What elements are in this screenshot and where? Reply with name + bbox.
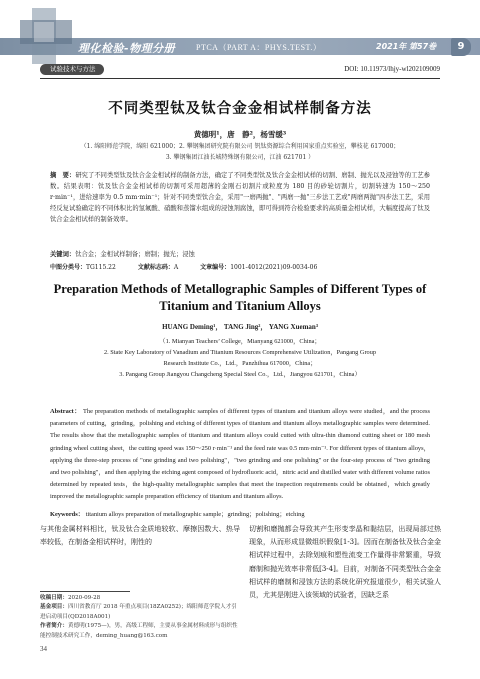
en-affiliation-line: Research Institute Co.，Ltd.，Panzhihua 617000，China； xyxy=(163,360,317,367)
received-label: 收稿日期： xyxy=(40,595,68,601)
body-text-right: 切割和磨抛都会导致其产生形变孪晶和黏结层，出现局部过热现象，从而形成显微组织假象[1-3]。因而在制备钛及钛合金金相试样过程中，去除划痕和塑性流变工作量得非常繁重，导致磨制和抛光效率非常低[3-4]。目前，对制备不同类型钛合金金相试样的磨制和浸蚀方法的系统化研究报道很少，相关试验人员，尤其是刚进入该领域的试验者，因缺乏系 xyxy=(249,525,441,600)
issue-number-badge: 9 xyxy=(451,38,471,56)
footnote-received xyxy=(40,594,240,603)
author-value: 黄德明(1975—)，男，高级工程师，主要从事金属材料成形与组织性能控制技术研究工作，deming_huang@163.com xyxy=(40,623,238,639)
footnote-divider xyxy=(40,591,130,592)
en-affiliation-line: 2. State Key Laboratory of Vanadium and Titanium Resources Comprehensive Utilization，Pangang Group xyxy=(103,349,376,356)
cn-abstract-label: 摘 要： xyxy=(50,172,76,179)
en-affiliation-line: （1. Mianyan Teachers’ College，Mianyang 621000，China； xyxy=(159,338,321,345)
journal-name: PTCA（PART A：PHYS.TEST.） xyxy=(196,43,322,52)
cn-keywords xyxy=(50,249,430,258)
en-keywords-text: titanium alloys preparation of metallographic sample；grinding；polishing；etching xyxy=(85,511,305,518)
header-divider xyxy=(40,78,440,79)
cn-authors: 黄德明¹，唐 静²，杨雪缓³ xyxy=(193,130,287,139)
cn-title: 不同类型钛及钛合金金相试样制备方法 xyxy=(108,101,372,117)
en-abstract-label: Abstract： xyxy=(50,408,82,415)
en-abstract-text: The preparation methods of metallographic samples of different types of titanium and titanium alloys were studied，and the process parameters of cutting，grinding，polishing and etching of different types of titanium and titanium alloys metallographic samples were determined. The results show that the metallographic samples of titanium and titanium alloys could cutted with ultra-thin diamond cutting sheet or 180 mesh grinding wheel cutting sheet，the cutting speed was 150～250 r·min⁻¹ and the feed rate was 0.5 mm·min⁻¹. For different types of titanium alloys，applying the three-step process of "one grinding and two polishing"，"two grinding and one polishing" or the four-step process of "two grinding and two polishing"，and then applying the etching agent composed of hydrofluoric acid，nitric acid and distilled water with different volume ratios determined by repeated tests，the high-quality metallographic samples that meet the inspection requirements could be obtained，which greatly improved the metallographic sample preparation efficiency of titanium and titanium alloys. xyxy=(50,408,431,501)
received-value: 2020-09-28 xyxy=(67,595,101,601)
column-tag: 试验技术与方法 xyxy=(40,64,104,75)
footnotes xyxy=(40,594,240,641)
footnote-author xyxy=(40,622,240,641)
doc-code-value: A xyxy=(173,264,179,271)
journal-logo-title: 理化检验-物理分册 xyxy=(78,42,176,55)
fund-label: 基金项目： xyxy=(40,604,68,611)
cn-affiliation-line: （1. 绵阳师范学院，绵阳 621000；2. 攀钢集团研究院有限公司 钒钛资源综合利用国家重点实验室，攀枝花 617000； xyxy=(80,143,400,150)
author-label: 作者简介： xyxy=(40,623,68,630)
article-id-value: 1001-4012(2021)09-0034-06 xyxy=(230,264,318,271)
en-authors: HUANG Deming¹， TANG Jing²， YANG Xueman³ xyxy=(162,323,318,331)
en-abstract xyxy=(50,406,430,504)
en-title: Preparation Methods of Metallographic Samples of Different Types of Titanium and Titanium Alloys xyxy=(53,282,427,313)
cn-classification xyxy=(50,262,430,271)
cn-keywords-label: 关键词： xyxy=(50,251,76,258)
cn-keywords-text: 钛合金；金相试样制备；磨制；抛光；浸蚀 xyxy=(75,251,195,258)
fund-value: 四川省教育厅 2018 年重点项目(18ZA0252)；绵阳师范学院人才引进启动项目(QD2018A001) xyxy=(40,604,237,620)
page-number: 34 xyxy=(40,645,47,653)
footnote-fund xyxy=(40,603,240,622)
journal-logo-icon xyxy=(18,6,76,66)
clc-label: 中图分类号： xyxy=(50,264,87,271)
en-keywords xyxy=(50,509,430,518)
issue-info: 2021年 第57卷 xyxy=(376,42,437,51)
cn-abstract-text: 研究了不同类型钛及钛合金金相试样的制备方法，确定了不同类型钛及钛合金金相试样的切割、磨制、抛光以及浸蚀等的工艺参数。结果表明：钛及钛合金金相试样的切割可采用超薄的金刚石切割片或粒度为 180 目的砂轮切割片，切割转速为 150～250 r·min⁻¹，进给速率为 0.5 mm·min⁻¹；针对不同类型钛合金，采用"一磨两抛"、"两磨一抛"三步法工艺或"两磨两抛"四步法工艺，采用经反复试验确定的不同体积比的氢氟酸、硝酸和蒸馏水组成的浸蚀剂腐蚀，即可得到符合检验要求的高质量金相试样，大幅度提高了钛及钛合金金相试样的制备效率。 xyxy=(50,172,431,223)
en-keywords-label: Keywords： xyxy=(50,511,85,518)
clc-value: TG115.22 xyxy=(86,264,116,271)
article-id-label: 文章编号： xyxy=(200,264,231,271)
doc-code-label: 文献标志码： xyxy=(137,264,174,271)
en-affiliation-line: 3. Pangang Group Jiangyou Changcheng Special Steel Co.，Ltd.，Jiangyou 621701，China） xyxy=(119,371,361,378)
doi-text: DOI: 10.11973/lhjy-wl202109009 xyxy=(344,65,440,73)
cn-affiliation-line: 3. 攀钢集团江油长城特殊钢有限公司，江油 621701 ） xyxy=(165,154,315,161)
body-text-left: 与其他金属材料相比，钛及钛合金质地较软、摩擦因数大、热导率较低，在制备金相试样时，刚性的 xyxy=(40,525,240,547)
cn-abstract xyxy=(50,170,430,225)
